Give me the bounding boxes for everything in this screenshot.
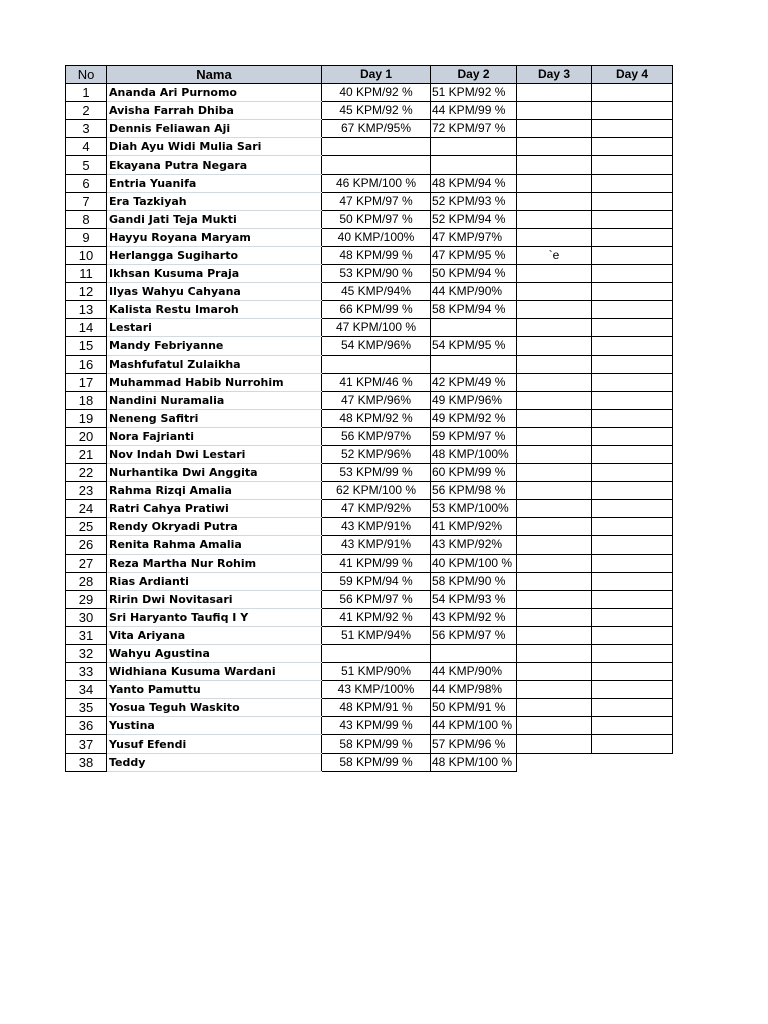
cell-day2[interactable]: 58 KPM/90 % [431, 572, 517, 590]
cell-day4[interactable] [592, 626, 673, 644]
cell-day2[interactable] [431, 156, 517, 174]
cell-day4[interactable] [592, 174, 673, 192]
cell-no[interactable]: 4 [66, 138, 107, 156]
cell-nama[interactable]: Gandi Jati Teja Mukti [107, 210, 322, 228]
cell-day1[interactable]: 53 KPM/99 % [322, 464, 431, 482]
cell-nama[interactable]: Rendy Okryadi Putra [107, 518, 322, 536]
cell-no[interactable]: 1 [66, 84, 107, 102]
cell-no[interactable]: 28 [66, 572, 107, 590]
cell-day2[interactable]: 53 KMP/100% [431, 500, 517, 518]
cell-nama[interactable]: Muhammad Habib Nurrohim [107, 373, 322, 391]
table-row [66, 590, 673, 608]
cell-nama[interactable]: Renita Rahma Amalia [107, 536, 322, 554]
cell-day3[interactable] [517, 265, 592, 283]
cell-no[interactable]: 21 [66, 445, 107, 463]
cell-day4[interactable] [592, 192, 673, 210]
cell-day4[interactable] [592, 482, 673, 500]
table-row [66, 192, 673, 210]
cell-no[interactable]: 37 [66, 735, 107, 753]
cell-no[interactable]: 5 [66, 156, 107, 174]
cell-no[interactable]: 14 [66, 319, 107, 337]
cell-day1[interactable]: 56 KMP/97% [322, 427, 431, 445]
cell-nama[interactable]: Wahyu Agustina [107, 645, 322, 663]
cell-day1[interactable]: 53 KPM/90 % [322, 265, 431, 283]
cell-no[interactable]: 12 [66, 283, 107, 301]
cell-day3[interactable] [517, 572, 592, 590]
table-row [66, 228, 673, 246]
cell-day3[interactable] [517, 337, 592, 355]
cell-no[interactable]: 11 [66, 265, 107, 283]
cell-day1[interactable]: 48 KPM/91 % [322, 699, 431, 717]
cell-day1[interactable]: 51 KMP/94% [322, 626, 431, 644]
cell-day4[interactable] [592, 265, 673, 283]
cell-day4[interactable] [592, 717, 673, 735]
cell-day2[interactable]: 72 KPM/97 % [431, 120, 517, 138]
table-row [66, 500, 673, 518]
cell-day4[interactable] [592, 337, 673, 355]
cell-day3[interactable] [517, 192, 592, 210]
cell-day4[interactable] [592, 500, 673, 518]
cell-day2[interactable]: 49 KPM/92 % [431, 409, 517, 427]
cell-day4[interactable] [592, 753, 673, 771]
cell-no[interactable]: 6 [66, 174, 107, 192]
cell-day4[interactable] [592, 663, 673, 681]
cell-day1[interactable]: 48 KPM/92 % [322, 409, 431, 427]
cell-day4[interactable] [592, 445, 673, 463]
cell-day3[interactable] [517, 645, 592, 663]
cell-nama[interactable]: Widhiana Kusuma Wardani [107, 663, 322, 681]
cell-day4[interactable] [592, 608, 673, 626]
table-row [66, 246, 673, 264]
cell-day2[interactable]: 44 KPM/100 % [431, 717, 517, 735]
cell-no[interactable]: 8 [66, 210, 107, 228]
cell-day2[interactable]: 47 KMP/97% [431, 228, 517, 246]
cell-day1[interactable]: 47 KMP/92% [322, 500, 431, 518]
cell-day3[interactable] [517, 283, 592, 301]
cell-nama[interactable]: Era Tazkiyah [107, 192, 322, 210]
cell-day3[interactable] [517, 536, 592, 554]
cell-nama[interactable]: Diah Ayu Widi Mulia Sari [107, 138, 322, 156]
cell-day3[interactable] [517, 663, 592, 681]
cell-day4[interactable] [592, 645, 673, 663]
table-row [66, 355, 673, 373]
cell-day2[interactable]: 57 KPM/96 % [431, 735, 517, 753]
cell-day4[interactable] [592, 246, 673, 264]
table-row [66, 717, 673, 735]
cell-nama[interactable]: Dennis Feliawan Aji [107, 120, 322, 138]
table-row [66, 681, 673, 699]
cell-day2[interactable]: 52 KPM/93 % [431, 192, 517, 210]
cell-nama[interactable]: Ikhsan Kusuma Praja [107, 265, 322, 283]
cell-day1[interactable]: 40 KMP/100% [322, 228, 431, 246]
cell-day3[interactable] [517, 409, 592, 427]
header-day1[interactable]: Day 1 [322, 66, 431, 84]
cell-day3[interactable] [517, 120, 592, 138]
table-row [66, 265, 673, 283]
cell-nama[interactable]: Hayyu Royana Maryam [107, 228, 322, 246]
cell-day1[interactable]: 50 KPM/97 % [322, 210, 431, 228]
cell-day1[interactable]: 47 KMP/96% [322, 391, 431, 409]
table-row [66, 120, 673, 138]
cell-no[interactable]: 35 [66, 699, 107, 717]
cell-day3[interactable] [517, 445, 592, 463]
cell-nama[interactable]: Kalista Restu Imaroh [107, 301, 322, 319]
cell-no[interactable]: 30 [66, 608, 107, 626]
cell-day3[interactable] [517, 373, 592, 391]
cell-nama[interactable]: Rias Ardianti [107, 572, 322, 590]
table-row [66, 283, 673, 301]
table-row [66, 464, 673, 482]
cell-day1[interactable]: 43 KPM/99 % [322, 717, 431, 735]
cell-day3[interactable] [517, 554, 592, 572]
cell-day2[interactable]: 50 KPM/91 % [431, 699, 517, 717]
table-row [66, 337, 673, 355]
cell-day4[interactable] [592, 699, 673, 717]
cell-nama[interactable]: Neneng Safitri [107, 409, 322, 427]
cell-day4[interactable] [592, 156, 673, 174]
cell-day2[interactable]: 48 KPM/94 % [431, 174, 517, 192]
cell-day4[interactable] [592, 391, 673, 409]
cell-day2[interactable]: 54 KPM/95 % [431, 337, 517, 355]
cell-day3[interactable] [517, 427, 592, 445]
cell-day4[interactable] [592, 735, 673, 753]
cell-nama[interactable]: Ilyas Wahyu Cahyana [107, 283, 322, 301]
cell-no[interactable]: 3 [66, 120, 107, 138]
cell-nama[interactable]: Herlangga Sugiharto [107, 246, 322, 264]
cell-day3[interactable] [517, 84, 592, 102]
cell-no[interactable]: 13 [66, 301, 107, 319]
table-row [66, 536, 673, 554]
cell-no[interactable]: 25 [66, 518, 107, 536]
cell-no[interactable]: 9 [66, 228, 107, 246]
cell-no[interactable]: 22 [66, 464, 107, 482]
attendance-table [65, 65, 673, 772]
cell-day1[interactable]: 46 KPM/100 % [322, 174, 431, 192]
cell-no[interactable]: 29 [66, 590, 107, 608]
cell-day4[interactable] [592, 319, 673, 337]
cell-no[interactable]: 26 [66, 536, 107, 554]
table-row [66, 572, 673, 590]
cell-day2[interactable]: 52 KPM/94 % [431, 210, 517, 228]
table-row [66, 663, 673, 681]
cell-day4[interactable] [592, 464, 673, 482]
cell-no[interactable]: 38 [66, 753, 107, 771]
cell-day2[interactable]: 43 KMP/92% [431, 536, 517, 554]
cell-day1[interactable]: 48 KPM/99 % [322, 246, 431, 264]
cell-no[interactable]: 10 [66, 246, 107, 264]
header-day3[interactable]: Day 3 [517, 66, 592, 84]
cell-day1[interactable] [322, 156, 431, 174]
cell-day1[interactable]: 40 KPM/92 % [322, 84, 431, 102]
cell-nama[interactable]: Entria Yuanifa [107, 174, 322, 192]
cell-day2[interactable] [431, 319, 517, 337]
table-row [66, 608, 673, 626]
cell-no[interactable]: 33 [66, 663, 107, 681]
cell-day1[interactable] [322, 138, 431, 156]
cell-day1[interactable]: 58 KPM/99 % [322, 753, 431, 771]
cell-no[interactable]: 27 [66, 554, 107, 572]
table-row [66, 699, 673, 717]
cell-no[interactable]: 31 [66, 626, 107, 644]
table-row [66, 645, 673, 663]
cell-day2[interactable]: 49 KMP/96% [431, 391, 517, 409]
cell-nama[interactable]: Ririn Dwi Novitasari [107, 590, 322, 608]
cell-day4[interactable] [592, 409, 673, 427]
cell-day2[interactable]: 44 KMP/90% [431, 283, 517, 301]
cell-day1[interactable]: 41 KPM/92 % [322, 608, 431, 626]
cell-day3[interactable] [517, 699, 592, 717]
table-row [66, 156, 673, 174]
cell-day4[interactable] [592, 84, 673, 102]
cell-nama[interactable]: Sri Haryanto Taufiq I Y [107, 608, 322, 626]
cell-day2[interactable]: 60 KPM/99 % [431, 464, 517, 482]
cell-nama[interactable]: Reza Martha Nur Rohim [107, 554, 322, 572]
table-row [66, 482, 673, 500]
table-row [66, 427, 673, 445]
cell-day4[interactable] [592, 554, 673, 572]
cell-nama[interactable]: Nora Fajrianti [107, 427, 322, 445]
cell-day1[interactable]: 56 KPM/97 % [322, 590, 431, 608]
cell-day3[interactable] [517, 138, 592, 156]
cell-day3[interactable] [517, 156, 592, 174]
cell-day3[interactable] [517, 753, 592, 771]
cell-day4[interactable] [592, 681, 673, 699]
table-row [66, 319, 673, 337]
cell-day1[interactable]: 52 KMP/96% [322, 445, 431, 463]
header-row [66, 66, 673, 84]
cell-no[interactable]: 23 [66, 482, 107, 500]
cell-day1[interactable]: 58 KPM/99 % [322, 735, 431, 753]
cell-day3[interactable] [517, 500, 592, 518]
cell-day3[interactable] [517, 608, 592, 626]
cell-day4[interactable] [592, 590, 673, 608]
cell-no[interactable]: 16 [66, 355, 107, 373]
cell-day4[interactable] [592, 120, 673, 138]
cell-day4[interactable] [592, 373, 673, 391]
cell-day3[interactable] [517, 228, 592, 246]
table-row [66, 409, 673, 427]
cell-nama[interactable]: Avisha Farrah Dhiba [107, 102, 322, 120]
cell-day1[interactable]: 66 KPM/99 % [322, 301, 431, 319]
cell-day1[interactable]: 51 KMP/90% [322, 663, 431, 681]
cell-no[interactable]: 19 [66, 409, 107, 427]
cell-day4[interactable] [592, 138, 673, 156]
cell-day2[interactable]: 51 KPM/92 % [431, 84, 517, 102]
table-row [66, 301, 673, 319]
cell-day2[interactable]: 41 KMP/92% [431, 518, 517, 536]
table-row [66, 102, 673, 120]
table-row [66, 210, 673, 228]
cell-day2[interactable]: 56 KPM/98 % [431, 482, 517, 500]
cell-nama[interactable]: Nov Indah Dwi Lestari [107, 445, 322, 463]
cell-day2[interactable]: 50 KPM/94 % [431, 265, 517, 283]
cell-day4[interactable] [592, 210, 673, 228]
cell-no[interactable]: 15 [66, 337, 107, 355]
cell-day1[interactable]: 47 KPM/100 % [322, 319, 431, 337]
cell-no[interactable]: 20 [66, 427, 107, 445]
cell-day2[interactable]: 44 KMP/90% [431, 663, 517, 681]
cell-day2[interactable]: 54 KPM/93 % [431, 590, 517, 608]
cell-no[interactable]: 24 [66, 500, 107, 518]
table-row [66, 445, 673, 463]
cell-nama[interactable]: Yusuf Efendi [107, 735, 322, 753]
cell-day3[interactable] [517, 717, 592, 735]
cell-day2[interactable] [431, 645, 517, 663]
cell-day4[interactable] [592, 283, 673, 301]
cell-day3[interactable] [517, 355, 592, 373]
cell-day4[interactable] [592, 102, 673, 120]
cell-nama[interactable]: Ratri Cahya Pratiwi [107, 500, 322, 518]
cell-day3[interactable] [517, 735, 592, 753]
cell-day1[interactable]: 47 KPM/97 % [322, 192, 431, 210]
header-no[interactable]: No [66, 66, 107, 84]
cell-day4[interactable] [592, 518, 673, 536]
cell-day1[interactable] [322, 355, 431, 373]
cell-day3[interactable] [517, 319, 592, 337]
table-row [66, 735, 673, 753]
cell-day2[interactable]: 58 KPM/94 % [431, 301, 517, 319]
cell-nama[interactable]: Lestari [107, 319, 322, 337]
cell-no[interactable]: 18 [66, 391, 107, 409]
cell-day1[interactable]: 62 KPM/100 % [322, 482, 431, 500]
table-row [66, 753, 673, 771]
cell-day1[interactable]: 41 KPM/46 % [322, 373, 431, 391]
cell-day3[interactable] [517, 301, 592, 319]
header-day2[interactable]: Day 2 [431, 66, 517, 84]
cell-nama[interactable]: Yosua Teguh Waskito [107, 699, 322, 717]
table-row [66, 138, 673, 156]
cell-day4[interactable] [592, 536, 673, 554]
cell-nama[interactable]: Nurhantika Dwi Anggita [107, 464, 322, 482]
cell-day1[interactable]: 41 KPM/99 % [322, 554, 431, 572]
cell-no[interactable]: 17 [66, 373, 107, 391]
cell-day2[interactable]: 47 KPM/95 % [431, 246, 517, 264]
table-row [66, 373, 673, 391]
cell-day1[interactable]: 43 KMP/91% [322, 518, 431, 536]
cell-day3[interactable]: `e [517, 246, 592, 264]
cell-day3[interactable] [517, 391, 592, 409]
cell-day4[interactable] [592, 301, 673, 319]
cell-nama[interactable]: Ananda Ari Purnomo [107, 84, 322, 102]
cell-day3[interactable] [517, 174, 592, 192]
cell-day4[interactable] [592, 427, 673, 445]
cell-day1[interactable]: 45 KPM/92 % [322, 102, 431, 120]
header-day4[interactable]: Day 4 [592, 66, 673, 84]
cell-day3[interactable] [517, 482, 592, 500]
cell-nama[interactable]: Yanto Pamuttu [107, 681, 322, 699]
cell-day2[interactable]: 42 KPM/49 % [431, 373, 517, 391]
cell-day2[interactable]: 59 KPM/97 % [431, 427, 517, 445]
cell-nama[interactable]: Teddy [107, 753, 322, 771]
table-row [66, 554, 673, 572]
cell-nama[interactable]: Yustina [107, 717, 322, 735]
cell-no[interactable]: 32 [66, 645, 107, 663]
cell-day3[interactable] [517, 102, 592, 120]
cell-day4[interactable] [592, 355, 673, 373]
cell-day2[interactable]: 44 KMP/98% [431, 681, 517, 699]
header-nama[interactable]: Nama [107, 66, 322, 84]
table-row [66, 391, 673, 409]
cell-day3[interactable] [517, 464, 592, 482]
cell-day2[interactable] [431, 138, 517, 156]
cell-day4[interactable] [592, 228, 673, 246]
cell-day2[interactable]: 44 KPM/99 % [431, 102, 517, 120]
cell-day2[interactable] [431, 355, 517, 373]
cell-nama[interactable]: Mandy Febriyanne [107, 337, 322, 355]
cell-day1[interactable] [322, 645, 431, 663]
cell-no[interactable]: 2 [66, 102, 107, 120]
cell-day1[interactable]: 54 KMP/96% [322, 337, 431, 355]
cell-day3[interactable] [517, 210, 592, 228]
cell-day1[interactable]: 45 KMP/94% [322, 283, 431, 301]
cell-day1[interactable]: 67 KMP/95% [322, 120, 431, 138]
cell-day3[interactable] [517, 590, 592, 608]
cell-nama[interactable]: Mashfufatul Zulaikha [107, 355, 322, 373]
cell-day3[interactable] [517, 681, 592, 699]
cell-day1[interactable]: 59 KPM/94 % [322, 572, 431, 590]
table-body [66, 84, 673, 772]
cell-day2[interactable]: 48 KMP/100% [431, 445, 517, 463]
table-row [66, 174, 673, 192]
table-row [66, 84, 673, 102]
cell-day2[interactable]: 48 KPM/100 % [431, 753, 517, 771]
cell-day3[interactable] [517, 626, 592, 644]
cell-nama[interactable]: Ekayana Putra Negara [107, 156, 322, 174]
cell-nama[interactable]: Nandini Nuramalia [107, 391, 322, 409]
cell-day2[interactable]: 56 KPM/97 % [431, 626, 517, 644]
cell-day2[interactable]: 40 KPM/100 % [431, 554, 517, 572]
cell-day1[interactable]: 43 KMP/91% [322, 536, 431, 554]
cell-no[interactable]: 36 [66, 717, 107, 735]
table-row [66, 518, 673, 536]
cell-no[interactable]: 34 [66, 681, 107, 699]
table-row [66, 626, 673, 644]
cell-day1[interactable]: 43 KMP/100% [322, 681, 431, 699]
cell-day4[interactable] [592, 572, 673, 590]
cell-day3[interactable] [517, 518, 592, 536]
cell-nama[interactable]: Vita Ariyana [107, 626, 322, 644]
cell-no[interactable]: 7 [66, 192, 107, 210]
cell-nama[interactable]: Rahma Rizqi Amalia [107, 482, 322, 500]
cell-day2[interactable]: 43 KPM/92 % [431, 608, 517, 626]
